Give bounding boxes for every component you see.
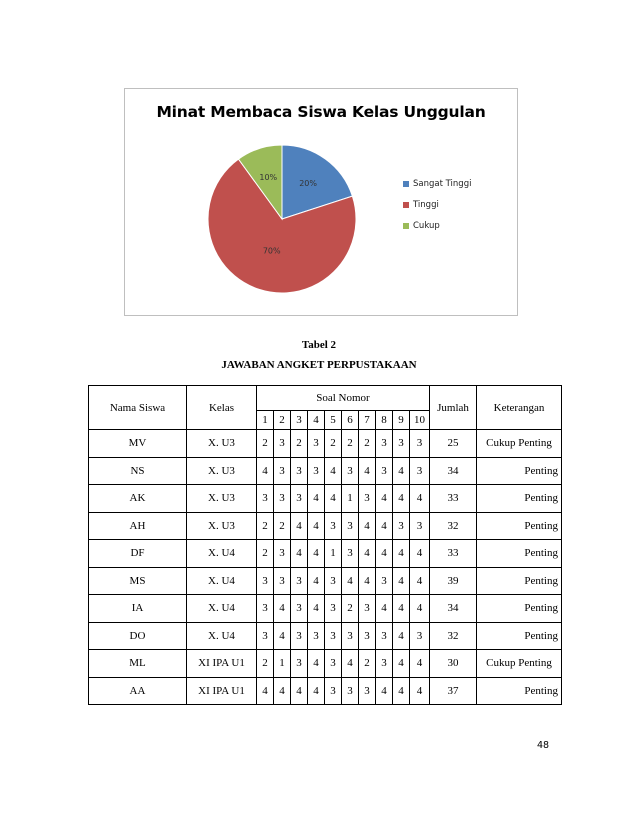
cell-score: 4	[342, 650, 359, 678]
cell-score: 3	[359, 677, 376, 705]
cell-score: 3	[274, 540, 291, 568]
cell-jumlah: 33	[430, 485, 477, 513]
cell-score: 2	[342, 595, 359, 623]
cell-score: 4	[257, 457, 274, 485]
table-row	[89, 650, 562, 678]
cell-score: 2	[257, 512, 274, 540]
header-question-number: 9	[393, 411, 410, 430]
cell-score: 3	[342, 622, 359, 650]
legend-item	[403, 194, 471, 215]
cell-score: 4	[376, 677, 393, 705]
cell-score: 4	[325, 485, 342, 513]
cell-jumlah: 39	[430, 567, 477, 595]
cell-score: 4	[342, 567, 359, 595]
cell-keterangan: Penting	[477, 457, 562, 485]
cell-score: 2	[274, 512, 291, 540]
cell-score: 3	[342, 677, 359, 705]
cell-kelas: X. U4	[187, 622, 257, 650]
cell-score: 3	[376, 457, 393, 485]
cell-jumlah: 30	[430, 650, 477, 678]
cell-score: 3	[359, 622, 376, 650]
cell-score: 3	[376, 567, 393, 595]
table-row	[89, 622, 562, 650]
cell-score: 4	[410, 677, 430, 705]
cell-score: 3	[325, 650, 342, 678]
cell-score: 4	[410, 540, 430, 568]
header-jumlah: Jumlah	[430, 386, 477, 430]
chart-legend	[403, 173, 471, 236]
cell-score: 3	[308, 430, 325, 458]
cell-score: 4	[291, 677, 308, 705]
cell-score: 2	[257, 540, 274, 568]
cell-jumlah: 37	[430, 677, 477, 705]
cell-nama-siswa: ML	[89, 650, 187, 678]
cell-score: 3	[410, 430, 430, 458]
cell-nama-siswa: DO	[89, 622, 187, 650]
cell-jumlah: 33	[430, 540, 477, 568]
legend-label: Cukup	[413, 220, 440, 231]
cell-score: 4	[274, 677, 291, 705]
cell-score: 3	[291, 485, 308, 513]
cell-score: 3	[308, 622, 325, 650]
cell-score: 2	[342, 430, 359, 458]
cell-score: 3	[376, 430, 393, 458]
cell-keterangan: Penting	[477, 540, 562, 568]
cell-score: 3	[291, 622, 308, 650]
cell-kelas: X. U3	[187, 430, 257, 458]
pie-data-label: 20%	[299, 179, 317, 189]
cell-score: 4	[410, 650, 430, 678]
cell-score: 3	[274, 485, 291, 513]
cell-score: 3	[325, 595, 342, 623]
cell-kelas: XI IPA U1	[187, 650, 257, 678]
legend-swatch	[403, 181, 409, 187]
legend-swatch	[403, 223, 409, 229]
cell-kelas: X. U4	[187, 595, 257, 623]
header-question-number: 10	[410, 411, 430, 430]
header-question-number: 3	[291, 411, 308, 430]
cell-keterangan: Penting	[477, 567, 562, 595]
header-soal-nomor: Soal Nomor	[257, 386, 430, 411]
cell-score: 3	[325, 567, 342, 595]
header-question-number: 7	[359, 411, 376, 430]
cell-score: 3	[376, 622, 393, 650]
header-keterangan: Keterangan	[477, 386, 562, 430]
table-row	[89, 677, 562, 705]
cell-score: 3	[308, 457, 325, 485]
cell-nama-siswa: AA	[89, 677, 187, 705]
cell-score: 3	[274, 430, 291, 458]
cell-score: 4	[291, 512, 308, 540]
cell-score: 4	[308, 567, 325, 595]
cell-keterangan: Penting	[477, 622, 562, 650]
cell-score: 3	[376, 650, 393, 678]
header-question-number: 8	[376, 411, 393, 430]
table-row	[89, 567, 562, 595]
cell-score: 4	[274, 595, 291, 623]
cell-score: 4	[359, 567, 376, 595]
cell-score: 3	[257, 485, 274, 513]
pie-chart	[124, 88, 518, 316]
cell-score: 3	[291, 595, 308, 623]
header-question-number: 5	[325, 411, 342, 430]
cell-keterangan: Penting	[477, 485, 562, 513]
cell-score: 4	[393, 485, 410, 513]
cell-nama-siswa: AH	[89, 512, 187, 540]
cell-nama-siswa: MV	[89, 430, 187, 458]
cell-nama-siswa: MS	[89, 567, 187, 595]
cell-jumlah: 32	[430, 512, 477, 540]
cell-score: 3	[325, 677, 342, 705]
cell-score: 3	[410, 512, 430, 540]
legend-item	[403, 215, 471, 236]
pie-data-label: 10%	[259, 172, 278, 182]
cell-score: 2	[359, 650, 376, 678]
cell-score: 3	[291, 567, 308, 595]
cell-score: 4	[308, 540, 325, 568]
cell-score: 4	[257, 677, 274, 705]
cell-keterangan: Cukup Penting	[477, 430, 562, 458]
cell-nama-siswa: DF	[89, 540, 187, 568]
cell-score: 4	[393, 567, 410, 595]
cell-score: 4	[359, 457, 376, 485]
header-question-number: 6	[342, 411, 359, 430]
cell-keterangan: Penting	[477, 512, 562, 540]
legend-item	[403, 173, 471, 194]
cell-score: 3	[393, 430, 410, 458]
cell-score: 2	[359, 430, 376, 458]
header-nama-siswa: Nama Siswa	[89, 386, 187, 430]
cell-score: 4	[376, 485, 393, 513]
legend-label: Sangat Tinggi	[413, 178, 472, 189]
table-caption-number: Tabel 2	[301, 339, 337, 351]
cell-score: 3	[410, 457, 430, 485]
cell-score: 4	[393, 650, 410, 678]
cell-score: 4	[274, 622, 291, 650]
cell-nama-siswa: NS	[89, 457, 187, 485]
cell-jumlah: 25	[430, 430, 477, 458]
cell-score: 4	[325, 457, 342, 485]
cell-score: 3	[393, 512, 410, 540]
cell-kelas: X. U3	[187, 457, 257, 485]
table-caption-title: JAWABAN ANGKET PERPUSTAKAAN	[221, 359, 417, 371]
cell-score: 4	[308, 650, 325, 678]
cell-score: 4	[359, 540, 376, 568]
cell-nama-siswa: IA	[89, 595, 187, 623]
header-question-number: 2	[274, 411, 291, 430]
cell-score: 1	[342, 485, 359, 513]
cell-score: 4	[410, 567, 430, 595]
cell-score: 4	[308, 595, 325, 623]
cell-keterangan: Cukup Penting	[477, 650, 562, 678]
table-row	[89, 512, 562, 540]
cell-score: 1	[325, 540, 342, 568]
cell-score: 2	[257, 650, 274, 678]
cell-score: 4	[393, 622, 410, 650]
cell-score: 3	[291, 457, 308, 485]
cell-score: 4	[410, 485, 430, 513]
cell-score: 4	[291, 540, 308, 568]
cell-score: 4	[359, 512, 376, 540]
cell-score: 3	[325, 512, 342, 540]
table-row	[89, 540, 562, 568]
cell-keterangan: Penting	[477, 595, 562, 623]
cell-score: 4	[376, 540, 393, 568]
header-question-number: 4	[308, 411, 325, 430]
cell-score: 3	[359, 485, 376, 513]
cell-jumlah: 34	[430, 457, 477, 485]
cell-score: 3	[410, 622, 430, 650]
legend-label: Tinggi	[413, 199, 439, 210]
header-kelas: Kelas	[187, 386, 257, 430]
cell-kelas: X. U4	[187, 540, 257, 568]
table-row	[89, 430, 562, 458]
cell-score: 4	[393, 457, 410, 485]
cell-score: 4	[393, 677, 410, 705]
cell-score: 4	[308, 677, 325, 705]
table-row	[89, 485, 562, 513]
cell-score: 4	[393, 595, 410, 623]
page-number: 48	[537, 740, 550, 751]
cell-score: 3	[342, 512, 359, 540]
cell-score: 2	[325, 430, 342, 458]
cell-jumlah: 34	[430, 595, 477, 623]
cell-score: 3	[257, 567, 274, 595]
cell-score: 4	[393, 540, 410, 568]
cell-score: 3	[291, 650, 308, 678]
cell-kelas: X. U3	[187, 485, 257, 513]
cell-kelas: X. U4	[187, 567, 257, 595]
answer-table	[88, 385, 562, 705]
cell-score: 3	[274, 567, 291, 595]
legend-swatch	[403, 202, 409, 208]
pie-data-label: 70%	[262, 246, 281, 256]
cell-score: 2	[257, 430, 274, 458]
cell-score: 3	[325, 622, 342, 650]
cell-score: 3	[342, 457, 359, 485]
cell-score: 1	[274, 650, 291, 678]
cell-kelas: X. U3	[187, 512, 257, 540]
header-question-number: 1	[257, 411, 274, 430]
cell-score: 4	[308, 485, 325, 513]
cell-score: 4	[410, 595, 430, 623]
cell-keterangan: Penting	[477, 677, 562, 705]
table-row	[89, 457, 562, 485]
cell-score: 4	[376, 512, 393, 540]
cell-score: 4	[308, 512, 325, 540]
cell-kelas: XI IPA U1	[187, 677, 257, 705]
cell-score: 3	[359, 595, 376, 623]
cell-jumlah: 32	[430, 622, 477, 650]
chart-title: Minat Membaca Siswa Kelas Unggulan	[156, 103, 486, 121]
cell-score: 3	[257, 595, 274, 623]
cell-nama-siswa: AK	[89, 485, 187, 513]
cell-score: 3	[342, 540, 359, 568]
cell-score: 4	[376, 595, 393, 623]
cell-score: 3	[274, 457, 291, 485]
cell-score: 2	[291, 430, 308, 458]
cell-score: 3	[257, 622, 274, 650]
table-row	[89, 595, 562, 623]
